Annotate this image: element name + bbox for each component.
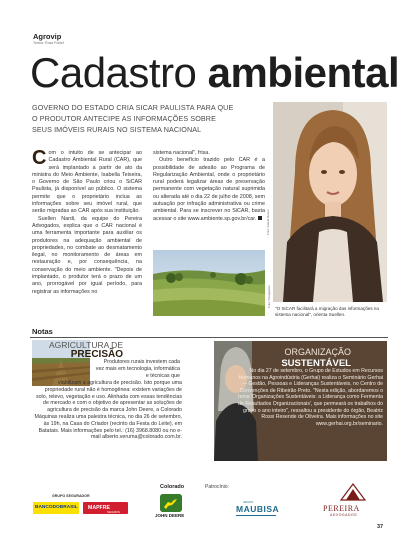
john-deere-deer-icon <box>160 494 182 512</box>
agricultura-text: viabilizam a agricultura de precisão. Isto porque uma propriedade rural não é homogênea: existem variações de solo, relevo, vegetação e uso. Alinhada com essas tendências de mercado e com o objetivo de apresentar as soluções de agricultura de precisão da marca John Deere, a Colorado Máquinas realiza uma palestra técnica, no dia 26 de setembro, às 19h, na Casa do Criador (recinto da Festa do Leite), em Batatais. Mais informações pelo tel.: (16) 3968.8080 ou no e-mail alberto.veruma@colorado.com.br. <box>34 380 182 441</box>
title-bold: ambiental <box>207 49 400 96</box>
organizacao-title-small: ORGANIZAÇÃO <box>284 347 351 357</box>
article-lead: GOVERNO DO ESTADO CRIA SICAR PAULISTA PARA QUE O PRODUTOR ANTECIPE AS INFORMAÇÕES SOBRE SEUS IMÓVEIS RURAIS NO SISTEMA NACIONAL <box>32 103 234 134</box>
pereira-emblem-icon <box>338 482 368 502</box>
maubisa-grupo-text: GRUPO <box>243 500 254 504</box>
article-paragraph: sistema nacional", frisa. <box>153 150 210 156</box>
sponsor-patrocinio-label: Patrocínio: <box>205 484 229 490</box>
portrait-photo <box>273 102 387 302</box>
article-column-2 <box>153 150 265 223</box>
article-column-1 <box>32 147 142 296</box>
article-paragraph: om o intuito de se antecipar ao Cadastro Ambiental Rural (CAR), que será implantado a partir de ato da ministra do Meio Ambiente, Isabella Teixeira, o Governo de São Paulo criou o SiCAR Paulista, já disponível ao público. O sistema permite que o proprietário inclua as informações sobre seu imóvel rural, que serão migradas ao CAR após sua instituição. <box>32 150 142 215</box>
authors-credit: Textos: Rosa Rubini <box>33 41 65 45</box>
article-title <box>30 48 399 98</box>
end-mark-icon <box>258 216 262 220</box>
notas-divider <box>30 337 388 338</box>
organizacao-title-large: SUSTENTÁVEL <box>281 358 351 369</box>
agricultura-text-top: Produtores rurais investem cada vez mais em tecnologia, informática e técnicas que <box>95 359 180 379</box>
organizacao-text: No dia 27 de setembro, o Grupo de Estudos em Recursos Humanos na Agroindústria (Gerhai) realiza o Seminário Gerhai — Gestão, Pessoas e Lideranças Sustentáveis, no Centro de Convenções de Ribeirão Preto. "Nesta edição, abordaremos o tema 'Organizações Sustentáveis: a Liderança como Fermenta de Resultados Organizacionais', que permeará os trabalhos do grupo o ano inteiro", ressaltou a presidente do órgão, Beatriz Rossi Resende de Oliveira. Mais informações no site www.gerhai.org.br/seminario. <box>238 368 383 427</box>
maubisa-logo: MAUBISA <box>236 504 280 514</box>
pereira-logo: PEREIRA <box>323 504 360 513</box>
photo-credit-portrait: Foto: Daniel Russo <box>266 209 270 235</box>
maubisa-underline <box>236 515 276 516</box>
banco-do-brasil-text: BANCODOBRASIL <box>35 505 78 510</box>
notas-heading: Notas <box>32 327 53 336</box>
grupo-segurador-label: GRUPO SEGURADOR <box>52 494 90 498</box>
landscape-photo <box>153 250 265 316</box>
sponsor-colorado-label: Colorado <box>160 484 185 490</box>
portrait-caption: "O SiCAR facilitará a migração das informações no sistema nacional", orienta Suellen. <box>275 306 380 317</box>
article-paragraph: Outro benefício trazido pelo CAR é a possibilidade de adesão ao Programa de Regularização Ambiental, onde o proprietário rural poderá legalizar áreas de preservação permanente com vegetação natural suprimida ou alterada até o dia 22 de julho de 2008, sem autuação por infração administrativa ou crime ambiental. Para se inscrever no SiCAR, basta acessar o site www.ambiente.sp.gov.br/car. <box>153 157 265 222</box>
page-number: 37 <box>377 524 384 530</box>
john-deere-text: JOHN DEERE <box>155 513 185 518</box>
dropcap: C <box>32 147 47 169</box>
photo-credit-land: Foto: Divulgação <box>267 285 271 308</box>
article-paragraph: Suellen Nardi, da equipe do Pereira Advogados, explica que o CAR nacional é uma ferramenta importante para auxiliar os produtores na adequação ambiental de propriedades, no combate ao desmatamento ilegal, no monitoramento de áreas em restauração e, por consequência, na conservação do meio ambiente. "Depois de implantado, o produtor terá o prazo de um ano, prorrogável por igual período, para registrar as informações no <box>32 215 142 295</box>
section-tag: Agrovip <box>33 32 62 41</box>
title-light: Cadastro <box>30 49 208 96</box>
mapfre-text: MAPFRE <box>88 505 110 511</box>
pereira-subtext: ADVOGADOS <box>330 513 358 517</box>
agricultura-title-small: AGRICULTURA DE <box>49 340 123 350</box>
mapfre-subtext: SEGUROS <box>107 511 120 514</box>
agricultura-title-large: PRECISÃO <box>70 349 123 360</box>
